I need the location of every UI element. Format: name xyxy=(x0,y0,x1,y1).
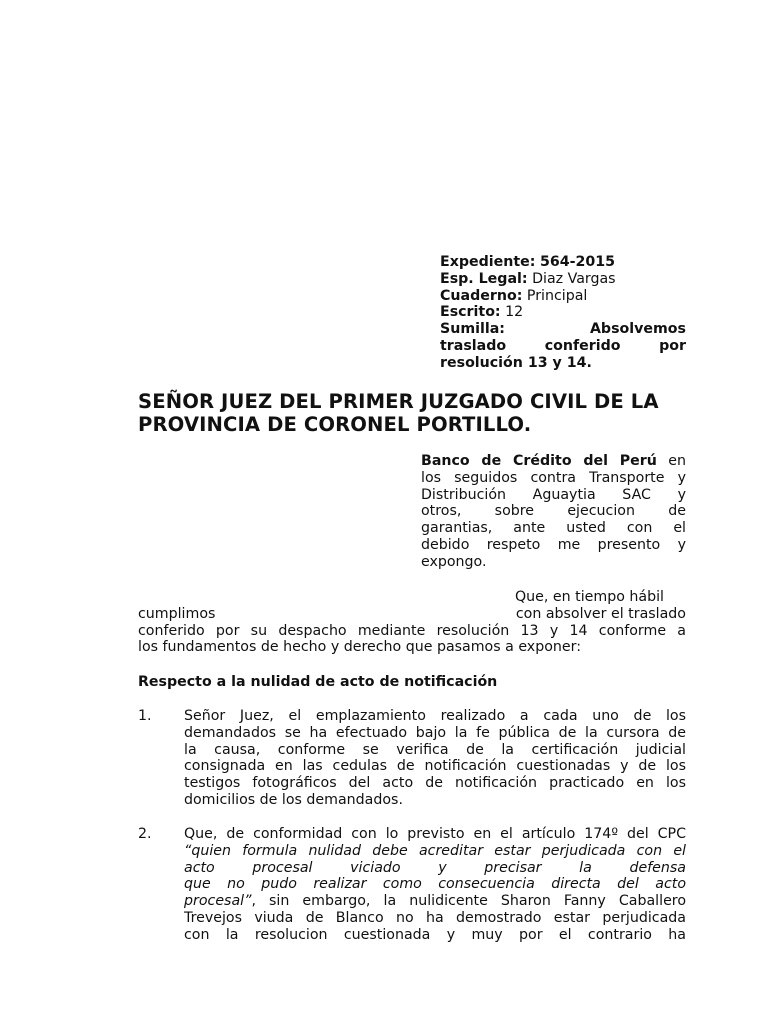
document-title xyxy=(138,391,698,436)
item-line: consignada en las cedulas de notificación cuestionadas y de los xyxy=(184,758,686,775)
item-line: Señor Juez, el emplazamiento realizado a cada uno de los xyxy=(184,708,686,724)
item-quote-line: que no pudo realizar como consecuencia directa del acto xyxy=(184,876,686,893)
item-line: Que, de conformidad con lo previsto en el artículo 174º del CPC xyxy=(184,826,686,842)
item-line: con la resolucion cuestionada y muy por el contrario ha xyxy=(184,926,686,943)
p1-text: cumplimos xyxy=(138,605,216,622)
section-title: Respecto a la nulidad de acto de notificación xyxy=(138,674,498,690)
title-line: PROVINCIA DE CORONEL PORTILLO. xyxy=(138,412,532,436)
p1-text: con absolver el traslado xyxy=(515,605,686,622)
p1-line: conferido por su despacho mediante resolución 13 y 14 conforme a xyxy=(138,622,686,639)
item-line: demandados se ha efectuado bajo la fe pública de la cursora de xyxy=(184,724,686,741)
esp-legal-value: Diaz Vargas xyxy=(532,270,616,287)
intro-line: los seguidos contra Transporte y xyxy=(421,469,686,486)
expediente-row xyxy=(440,254,686,271)
item-number: 1. xyxy=(138,708,152,724)
escrito-value: 12 xyxy=(505,304,524,321)
intro-line: debido respeto me presento y xyxy=(421,536,686,553)
escrito-row xyxy=(440,304,686,321)
sumilla-line: Sumilla: Absolvemos xyxy=(440,321,686,338)
item-quote-line: acto procesal viciado y precisar la defensa xyxy=(184,859,686,876)
item-line xyxy=(184,893,686,910)
item-line: testigos fotográficos del acto de notificación practicado en los xyxy=(184,775,686,792)
item-line: domicilios de los demandados. xyxy=(184,791,403,808)
expediente-label: Expediente: xyxy=(440,254,536,270)
item-quote-line: “quien formula nulidad debe acreditar estar perjudicada con el xyxy=(184,842,686,859)
intro-text: en xyxy=(668,453,686,469)
cuaderno-row xyxy=(440,288,686,305)
cuaderno-label: Cuaderno: xyxy=(440,287,523,304)
esp-legal-label: Esp. Legal: xyxy=(440,270,528,287)
intro-line: Distribución Aguaytia SAC y xyxy=(421,486,686,503)
item-line: Trevejos viuda de Blanco no ha demostrado estar perjudicada xyxy=(184,909,686,926)
quote-end: procesal” xyxy=(184,893,252,910)
intro-line: garantias, ante usted con el xyxy=(421,520,686,537)
cuaderno-value: Principal xyxy=(526,287,588,304)
sumilla-line: resolución 13 y 14. xyxy=(440,354,592,371)
escrito-label: Escrito: xyxy=(440,304,501,321)
item-body xyxy=(184,826,686,944)
item-text: , sin embargo, la nulidicente Sharon Fanny Caballero xyxy=(251,893,686,910)
title-line: SEÑOR JUEZ DEL PRIMER JUZGADO CIVIL DE LA xyxy=(138,390,659,413)
expediente-value: 564-2015 xyxy=(539,254,615,270)
item-body xyxy=(184,708,686,809)
paragraph-1 xyxy=(138,589,686,656)
item-line: la causa, conforme se verifica de la certificación judicial xyxy=(184,741,686,758)
item-number: 2. xyxy=(138,826,152,842)
intro-line xyxy=(421,453,686,470)
bank-name: Banco de Crédito del Perú xyxy=(421,453,657,469)
intro-paragraph xyxy=(421,453,686,571)
sumilla-line: traslado conferido por xyxy=(440,337,686,354)
intro-line: otros, sobre ejecucion de xyxy=(421,503,686,520)
p1-line: Que, en tiempo hábil xyxy=(515,589,664,605)
p1-line: los fundamentos de hecho y derecho que pasamos a exponer: xyxy=(138,639,581,656)
intro-line: expongo. xyxy=(421,553,487,570)
p1-line xyxy=(138,606,686,623)
esp-legal-row xyxy=(440,271,686,288)
case-header xyxy=(440,254,686,372)
